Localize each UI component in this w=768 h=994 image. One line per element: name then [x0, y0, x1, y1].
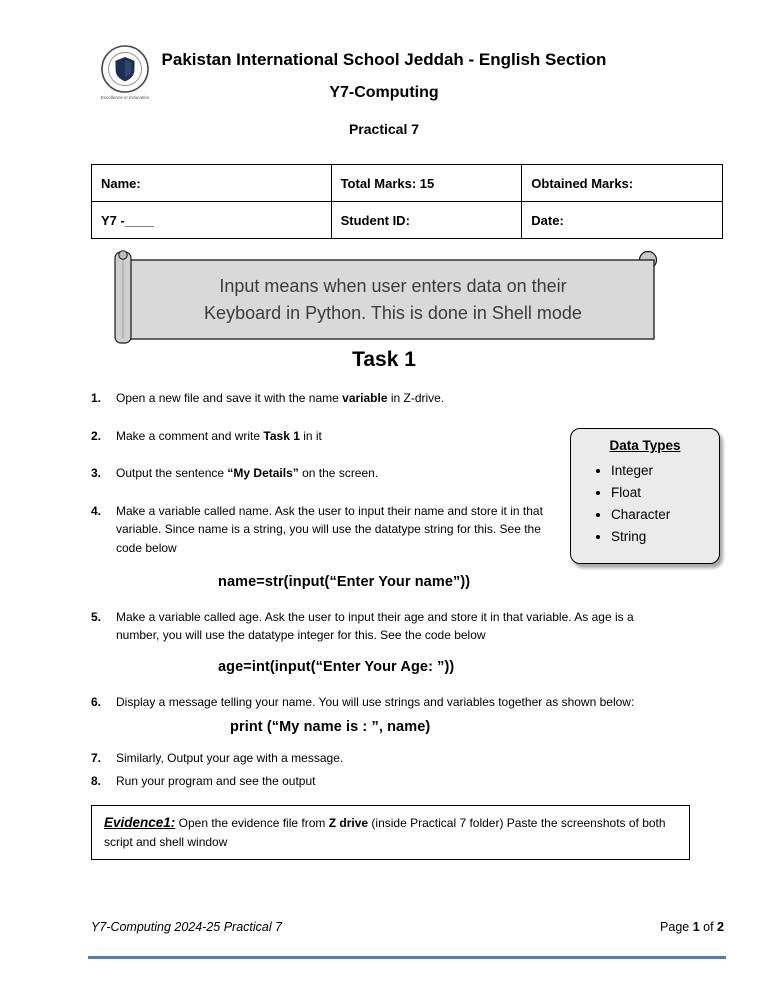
task-steps [91, 389, 724, 860]
step-text-pre: Make a comment and write [116, 428, 264, 443]
practical-title: Practical 7 [348, 121, 420, 137]
code-line-print: print (“My name is : ”, name) [230, 719, 431, 736]
step-number: 4. [91, 503, 102, 518]
step-text-pre: Open a new file and save it with the name [116, 391, 343, 405]
footer-document-title: Y7-Computing 2024-25 Practical 7 [91, 920, 283, 934]
data-type-label: Float [611, 485, 642, 500]
school-name: Pakistan International School Jeddah - English Section [161, 50, 607, 69]
table-row [92, 202, 723, 239]
evidence-box [91, 805, 690, 861]
evidence-text-pre: Open the evidence file from [175, 815, 329, 830]
class-cell: Y7 -____ [92, 202, 332, 239]
step-text [116, 464, 378, 483]
student-info-table [91, 164, 723, 239]
step-item-3 [91, 464, 724, 483]
step-text-post: on the screen. [298, 466, 379, 481]
step-item-4 [91, 502, 724, 558]
step-number: 1. [91, 391, 102, 405]
step-text: Make a variable called name. Ask the user to input their name and store it in that variable. Since name is a string, you will use the datatype string for this. See the code below [116, 503, 543, 555]
step-number: 8. [91, 773, 102, 788]
footer-page-num: 1 [692, 920, 700, 934]
step-item-5 [91, 608, 724, 645]
data-type-label: String [611, 529, 647, 544]
step-item-2 [91, 427, 724, 446]
evidence-label: Evidence1: [104, 814, 176, 830]
step-text [116, 389, 444, 408]
code-line-age: age=int(input(“Enter Your Age: ”)) [218, 658, 455, 675]
step-item-6 [91, 693, 724, 712]
step-number: 5. [91, 609, 102, 624]
task-heading: Task 1 [352, 348, 416, 371]
step-number: 3. [91, 466, 102, 481]
page-footer [91, 920, 724, 934]
student-id-cell: Student ID: [331, 202, 522, 239]
table-row [92, 165, 723, 202]
footer-divider-line [88, 956, 726, 959]
total-marks-cell: Total Marks: 15 [331, 165, 522, 202]
footer-total-pages: 2 [717, 920, 724, 934]
footer-page-word: Page [660, 920, 693, 934]
step-text-bold: Task 1 [263, 428, 300, 443]
step-text-post: in Z-drive. [387, 391, 445, 405]
step-item-8 [91, 772, 724, 791]
step-text: Display a message telling your name. You will use strings and variables together as shown below: [116, 694, 635, 709]
step-text: Similarly, Output your age with a message. [116, 751, 344, 766]
banner-line-2: Keyboard in Python. This is done in Shell mode [204, 302, 582, 323]
step-text: Run your program and see the output [116, 773, 316, 788]
name-cell: Name: [92, 165, 332, 202]
step-text-bold: variable [342, 391, 388, 405]
step-number: 2. [91, 428, 102, 443]
evidence-text-post: (inside Practical 7 folder) Paste the screenshots of both script and shell window [104, 815, 666, 850]
footer-page-number [660, 920, 724, 934]
banner-line-1: Input means when user enters data on their [219, 275, 567, 296]
scroll-banner [112, 248, 660, 346]
step-text [116, 427, 322, 446]
code-line-name: name=str(input(“Enter Your name”)) [218, 573, 471, 590]
data-types-title: Data Types [609, 438, 681, 453]
step-number: 7. [91, 751, 102, 766]
data-type-label: Integer [611, 463, 654, 478]
step-text-bold: “My Details” [227, 466, 299, 481]
course-title: Y7-Computing [329, 84, 439, 101]
banner-text [134, 261, 652, 338]
step-number: 6. [91, 694, 102, 709]
step-item-7 [91, 749, 724, 768]
date-cell: Date: [522, 202, 723, 239]
evidence-text-bold: Z drive [328, 815, 369, 830]
logo-motto: Excellence in Education [100, 95, 150, 100]
step-item-1 [91, 389, 724, 408]
obtained-marks-cell: Obtained Marks: [522, 165, 723, 202]
footer-of-word: of [699, 920, 718, 934]
step-text-post: in it [299, 428, 322, 443]
step-text: Make a variable called age. Ask the user to input their age and store it in that variable. As age is a number, you will use the datatype integer for this. See the code below [116, 609, 634, 643]
data-type-label: Character [611, 507, 671, 522]
step-text-pre: Output the sentence [116, 466, 228, 481]
